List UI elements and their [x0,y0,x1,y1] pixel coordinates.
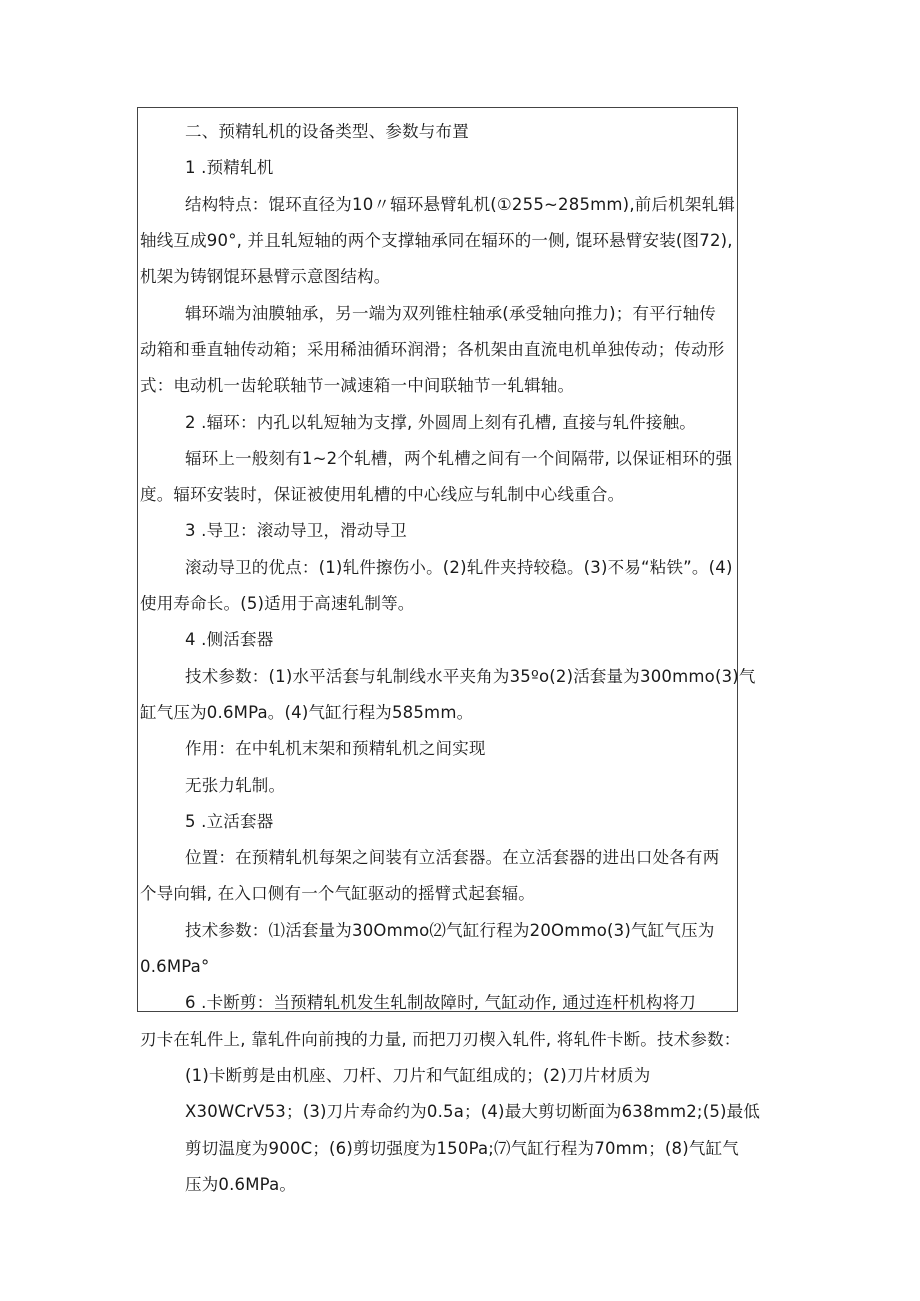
paragraph-line: 轴线互成90°, 并且轧短轴的两个支撑轴承同在辐环的一侧, 馄环悬臂安装(图72), [140,231,733,250]
paragraph-line: 技术参数：⑴活套量为30Ommo⑵气缸行程为20Ommo(3)气缸气压为 [185,921,715,940]
subheading-6: 6 .卡断剪：当预精轧机发生轧制故障时, 气缸动作, 通过连杆机构将刀 [185,993,696,1012]
subheading-2: 2 .辐环：内孔以轧短轴为支撑, 外圆周上刻有孔槽, 直接与轧件接触。 [185,413,696,432]
paragraph-line: 技术参数：(1)水平活套与轧制线水平夹角为35ºo(2)活套量为300mmo(3)气 [185,667,756,686]
paragraph-line: X30WCrV53；(3)刀片寿命约为0.5a；(4)最大剪切断面为638mm2;(5)最低 [185,1102,761,1121]
paragraph-line: 度。辐环安装时，保证被使用轧槽的中心线应与轧制中心线重合。 [140,485,625,504]
paragraph-line: (1)卡断剪是由机座、刀杆、刀片和气缸组成的；(2)刀片材质为 [185,1066,651,1085]
paragraph-line: 个导向辑, 在入口侧有一个气缸驱动的摇臂式起套辐。 [140,884,535,903]
paragraph-line: 作用：在中轧机末架和预精轧机之间实现 [185,739,486,758]
paragraph-line: 剪切温度为900C；(6)剪切强度为150Pa;⑺气缸行程为70mm；(8)气缸气 [185,1139,739,1158]
paragraph-line: 无张力轧制。 [185,776,286,795]
subheading-1: 1 .预精轧机 [185,158,274,177]
paragraph-line: 刃卡在轧件上, 靠轧件向前拽的力量, 而把刀刃楔入轧件, 将轧件卡断。技术参数： [140,1030,741,1049]
paragraph-line: 动箱和垂直轴传动箱；采用稀油循环润滑；各机架由直流电机单独传动；传动形 [140,340,725,359]
paragraph-line: 位置：在预精轧机每架之间装有立活套器。在立活套器的进出口处各有两 [185,848,720,867]
paragraph-line: 0.6MPa° [140,957,210,976]
paragraph-line: 辑环端为油膜轴承，另一端为双列锥柱轴承(承受轴向推力)；有平行轴传 [185,304,716,323]
paragraph-line: 式：电动机一齿轮联轴节一减速箱一中间联轴节一轧辑轴。 [140,376,575,395]
subheading-4: 4 .侧活套器 [185,630,274,649]
subheading-3: 3 .导卫：滚动导卫，滑动导卫 [185,521,407,540]
paragraph-line: 辐环上一般刻有1~2个轧槽，两个轧槽之间有一个间隔带, 以保证相环的强 [185,449,733,468]
paragraph-line: 结构特点：馄环直径为10〃辐环悬臂轧机(①255~285mm),前后机架轧辑 [185,195,735,214]
section-heading: 二、预精轧机的设备类型、参数与布置 [185,122,469,141]
paragraph-line: 机架为铸钢馄环悬臂示意图结构。 [140,267,391,286]
paragraph-line: 缸气压为0.6MPa。(4)气缸行程为585mm。 [140,703,474,722]
paragraph-line: 使用寿命长。(5)适用于高速轧制等。 [140,594,415,613]
paragraph-line: 滚动导卫的优点：(1)轧件擦伤小。(2)轧件夹持较稳。(3)不易“粘铁”。(4) [185,558,733,577]
paragraph-line: 压为0.6MPa。 [185,1175,297,1194]
subheading-5: 5 .立活套器 [185,812,274,831]
